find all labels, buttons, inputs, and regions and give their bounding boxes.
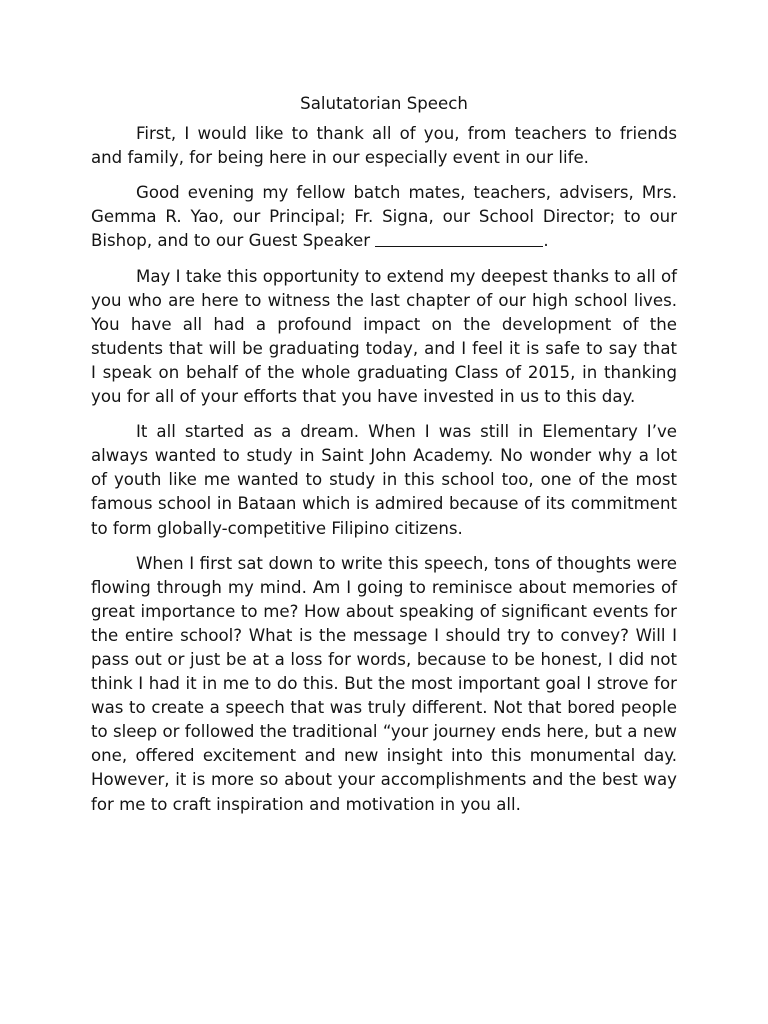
guest-speaker-blank-line xyxy=(375,232,543,247)
greeting-end: . xyxy=(543,231,549,251)
paragraph-greeting xyxy=(91,181,677,253)
greeting-text: Good evening my fellow batch mates, teachers, advisers, Mrs. Gemma R. Yao, our Principal; Fr. Signa, our School Director; to our Bishop, and to our Guest Speaker xyxy=(91,183,677,251)
paragraph-thanks: First, I would like to thank all of you, from teachers to friends and family, for being here in our especially event in our life. xyxy=(91,124,677,168)
paragraph-speech-writing: When I first sat down to write this speech, tons of thoughts were flowing through my mind. Am I going to reminisce about memories of great importance to me? How about speaking of significant events for the entire school? What is the message I should try to convey? Will I pass out or just be at a loss for words, because to be honest, I did not think I had it in me to do this. But the most important goal I strove for was to create a speech that was truly different. Not that bored people to sleep or followed the traditional “your journey ends here, but a new one, offered excitement and new insight into this monumental day. However, it is more so about your accomplishments and the best way for me to craft inspiration and motivation in you all. xyxy=(91,553,677,814)
paragraph-opportunity: May I take this opportunity to extend my deepest thanks to all of you who are here to witness the last chapter of our high school lives. You have all had a profound impact on the development of the students that will be graduating today, and I feel it is safe to say that I speak on behalf of the whole graduating Class of 2015, in thanking you for all of your efforts that you have invested in us to this day. xyxy=(91,266,677,407)
document-title: Salutatorian Speech xyxy=(300,94,468,113)
document-page xyxy=(91,92,677,828)
paragraph-dream: It all started as a dream. When I was still in Elementary I’ve always wanted to study in Saint John Academy. No wonder why a lot of youth like me wanted to study in this school too, one of the most famous school in Bataan which is admired because of its commitment to form globally-competitive Filipino citizens. xyxy=(91,422,677,538)
